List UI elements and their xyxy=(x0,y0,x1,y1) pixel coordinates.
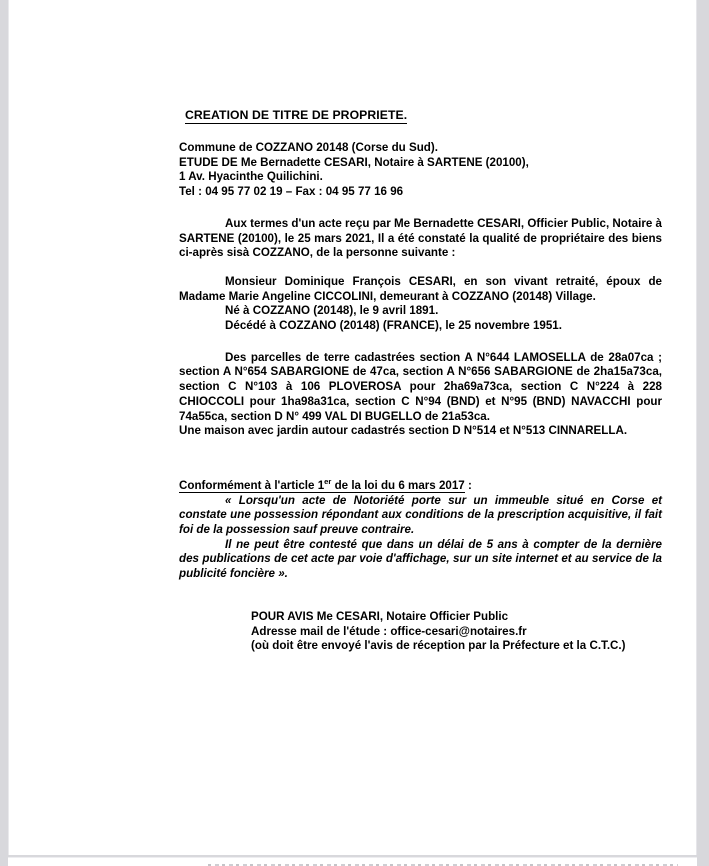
spacer xyxy=(179,261,662,275)
spacer xyxy=(179,334,662,351)
spacer xyxy=(179,200,662,217)
law-heading-prefix: Conformément à l'article 1 xyxy=(179,478,325,492)
document-page xyxy=(8,0,697,855)
preamble-paragraph: Aux termes d'un acte reçu par Me Bernadette CESARI, Officier Public, Notaire à SARTENE (20100), le 25 mars 2021, Il a été constaté la qualité de propriétaire des biens ci-après sisà COZZANO, de la personne suivante : xyxy=(179,216,663,260)
page-title: CREATION DE TITRE DE PROPRIETE. xyxy=(185,108,408,122)
person-death-line: Décédé à COZZANO (20148) (FRANCE), le 25 novembre 1951. xyxy=(225,319,562,333)
spacer xyxy=(179,439,662,479)
signature-line-3: (où doit être envoyé l'avis de réception par la Préfecture et la C.T.C.) xyxy=(251,639,626,653)
person-identity-paragraph: Monsieur Dominique François CESARI, en son vivant retraité, époux de Madame Marie Angeline CICCOLINI, demeurant à COZZANO (20148) Village. xyxy=(179,274,662,303)
office-address: 1 Av. Hyacinthe Quilichini. xyxy=(179,170,323,184)
law-heading-suffix: de la loi du 6 mars 2017 xyxy=(331,478,465,492)
document-title-row xyxy=(179,108,662,124)
parcels-land-paragraph: Des parcelles de terre cadastrées section A N°644 LAMOSELLA de 28a07ca ; section A N°654 SABARGIONE de 47ca, section A N°656 SABARGIONE de 2ha15a73ca, section C N°103 à 106 PLOVEROSA pour 2ha69a73ca, section C N°224 à 228 CHIOCCOLI pour 1ha98a31ca, section C N°94 (BND) et N°95 (BND) NAVACCHI pour 74a55ca, section D N° 499 VAL DI BUGELLO de 21a53ca. xyxy=(179,350,662,423)
signature-line-1: POUR AVIS Me CESARI, Notaire Officier Public xyxy=(251,609,509,623)
law-heading-superscript: er xyxy=(324,477,332,487)
law-heading-colon: : xyxy=(464,478,472,492)
office-etude: ETUDE DE Me Bernadette CESARI, Notaire à SARTENE (20100), xyxy=(179,155,529,169)
spacer xyxy=(179,124,662,141)
spacer xyxy=(179,582,662,610)
office-commune: Commune de COZZANO 20148 (Corse du Sud). xyxy=(179,141,438,154)
office-phone-fax: Tel : 04 95 77 02 19 – Fax : 04 95 77 16 96 xyxy=(179,185,404,199)
parcels-house-paragraph: Une maison avec jardin autour cadastrés section D N°514 et N°513 CINNARELLA. xyxy=(179,424,628,438)
law-quote-paragraph-2: Il ne peut être contesté que dans un délai de 5 ans à compter de la dernière des publications de cet acte par voie d'affichage, sur un site internet et au service de la publicité foncière ». xyxy=(179,537,662,581)
person-birth-line: Né à COZZANO (20148), le 9 avril 1891. xyxy=(225,304,439,318)
document-body xyxy=(179,108,662,654)
law-reference-heading xyxy=(179,479,662,494)
next-page-preview xyxy=(8,857,697,866)
signature-email-line: Adresse mail de l'étude : office-cesari@notaires.fr xyxy=(251,624,527,638)
law-quote-paragraph-1: « Lorsqu'un acte de Notoriété porte sur un immeuble situé en Corse et constate une possession répondant aux conditions de la prescription acquisitive, il fait foi de la possession sauf preuve contraire. xyxy=(179,493,662,537)
